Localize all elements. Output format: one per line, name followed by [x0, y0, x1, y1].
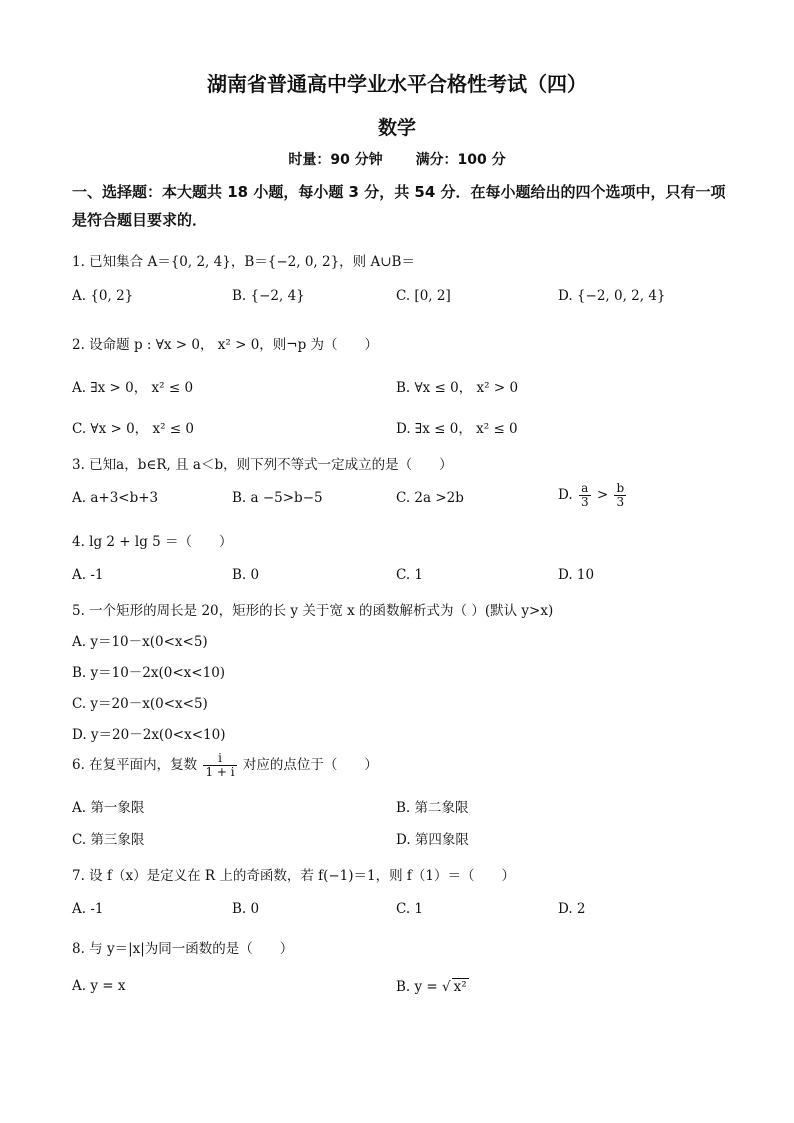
- question-1: 1. 已知集合 A＝{0, 2, 4}，B＝{−2, 0, 2}，则 A∪B＝: [72, 254, 415, 270]
- q1-option-c: C. [0, 2]: [396, 288, 451, 304]
- q3-option-d-label: D.: [558, 487, 573, 503]
- full-score: 满分：100 分: [415, 152, 506, 168]
- section-heading: 一、选择题：本大题共 18 小题，每小题 3 分，共 54 分．在每小题给出的四个选项中，只有一项是符合题目要求的．: [72, 183, 726, 229]
- q2-option-c: C. ∀x > 0， x² ≤ 0: [72, 421, 194, 437]
- q7-option-b: B. 0: [232, 901, 260, 917]
- q7-option-c: C. 1: [396, 901, 424, 917]
- q3-option-a: A. a+3<b+3: [72, 490, 159, 506]
- fraction-b-over-3: $\frac{b}{3}$: [616, 481, 625, 509]
- fraction-a-over-3: $\frac{a}{3}$: [580, 481, 589, 509]
- question-8: 8. 与 y＝|x|为同一函数的是（ ）: [72, 941, 294, 957]
- q3-option-d: [558, 482, 628, 509]
- question-6: [72, 752, 378, 779]
- greater-than-sign: >: [596, 487, 609, 503]
- q8-option-b: [396, 978, 469, 995]
- q4-option-c: C. 1: [396, 567, 424, 583]
- q5-option-c: C. y＝20－x(0<x<5): [72, 696, 208, 712]
- question-7: 7. 设 f（x）是定义在 R 上的奇函数，若 f(−1)＝1，则 f（1）＝（ ）: [72, 868, 516, 884]
- q2-option-d: D. ∃x ≤ 0， x² ≤ 0: [396, 421, 518, 437]
- q6-stem-end: 对应的点位于（ ）: [242, 757, 378, 773]
- q7-option-d: D. 2: [558, 901, 586, 917]
- q3-option-c: C. 2a >2b: [396, 490, 464, 506]
- question-2: 2. 设命题 p : ∀x > 0， x² > 0，则¬p 为（ ）: [72, 337, 379, 353]
- q4-option-b: B. 0: [232, 567, 260, 583]
- q2-option-a: A. ∃x > 0， x² ≤ 0: [72, 380, 194, 396]
- q5-option-a: A. y＝10－x(0<x<5): [72, 634, 208, 650]
- q1-option-a: A. {0, 2}: [72, 288, 134, 304]
- q1-option-d: D. {−2, 0, 2, 4}: [558, 288, 666, 304]
- question-3: 3. 已知a，b∈R, 且 a＜b，则下列不等式一定成立的是（ ）: [72, 457, 453, 473]
- q8-option-a: A. y = x: [72, 978, 126, 994]
- q4-option-d: D. 10: [558, 567, 595, 583]
- sqrt-symbol: √: [442, 979, 451, 995]
- q6-stem-start: 6. 在复平面内，复数: [72, 757, 198, 773]
- q7-option-a: A. -1: [72, 901, 104, 917]
- sqrt-radicand: x²: [453, 979, 467, 995]
- q6-option-a: A. 第一象限: [72, 800, 145, 816]
- q2-option-b: B. ∀x ≤ 0， x² > 0: [396, 380, 519, 396]
- question-4: 4. lg 2 + lg 5 ＝（ ）: [72, 534, 233, 550]
- time-limit: 时量：90 分钟: [288, 152, 383, 168]
- q6-option-c: C. 第三象限: [72, 832, 145, 848]
- q4-option-a: A. -1: [72, 567, 104, 583]
- q8-option-b-label: B. y =: [396, 979, 438, 995]
- q1-option-b: B. {−2, 4}: [232, 288, 305, 304]
- exam-title: 湖南省普通高中学业水平合格性考试（四）: [207, 72, 587, 96]
- question-5: 5. 一个矩形的周长是 20，矩形的长 y 关于宽 x 的函数解析式为（ ）(默认 y>x): [72, 603, 554, 619]
- q3-option-b: B. a −5>b−5: [232, 490, 323, 506]
- q5-option-b: B. y＝10－2x(0<x<10): [72, 665, 226, 681]
- exam-meta: [0, 149, 794, 169]
- q6-option-b: B. 第二象限: [396, 800, 469, 816]
- fraction-i-over-1-plus-i: $\frac{i}{1 + i}$: [205, 751, 235, 779]
- q5-option-d: D. y＝20－2x(0<x<10): [72, 727, 226, 743]
- subject-title: 数学: [377, 117, 416, 139]
- q6-option-d: D. 第四象限: [396, 832, 469, 848]
